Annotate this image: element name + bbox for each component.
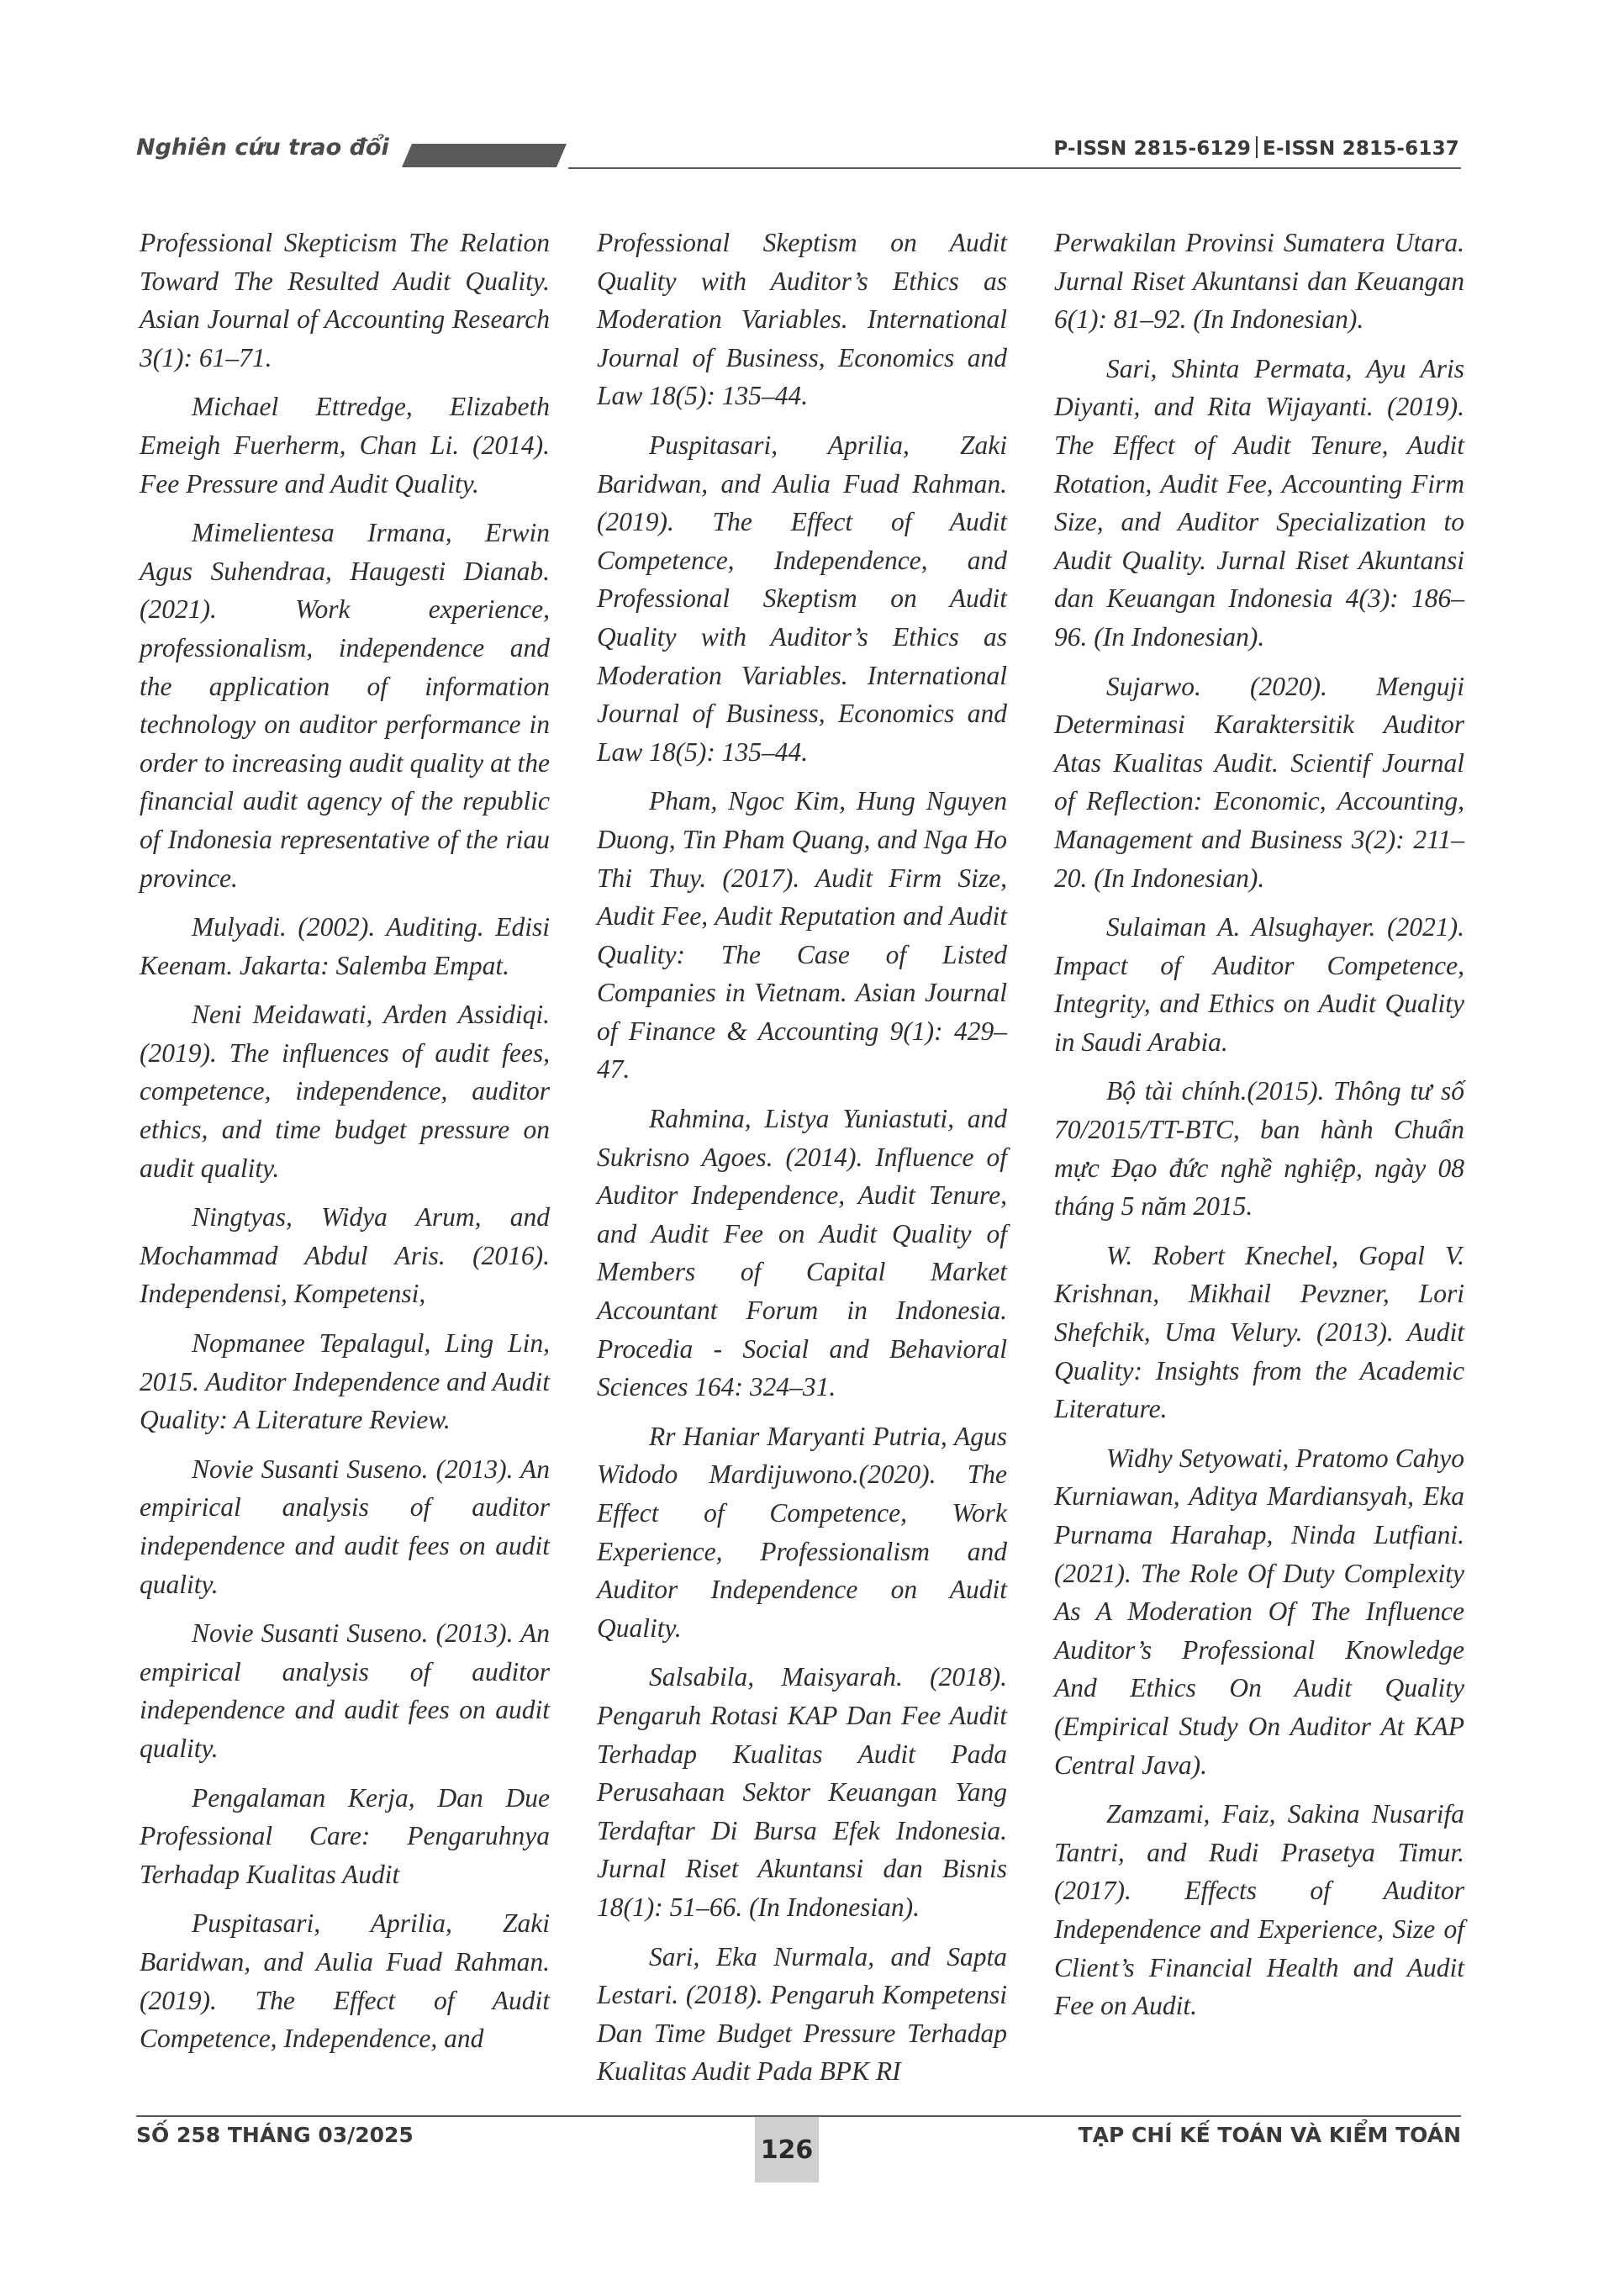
reference-entry: Professional Skeptism on Audit Quality with Auditor’s Ethics as Moderation Variables. International Journal of Business, Economics and Law 18(5): 135–44.	[597, 228, 1007, 411]
reference-entry: Sujarwo. (2020). Menguji Determinasi Karaktersitik Auditor Atas Kualitas Audit. Scientif Journal of Reflection: Economic, Accounting, Management and Business 3(2): 211–20. (In Indonesian).	[1054, 671, 1464, 893]
reference-entry: W. Robert Knechel, Gopal V. Krishnan, Mikhail Pevzner, Lori Shefchik, Uma Velury. (2013). Audit Quality: Insights from the Academic Literature.	[1054, 1240, 1464, 1424]
reference-column-2	[597, 224, 1007, 2102]
reference-entry: Ningtyas, Widya Arum, and Mochammad Abdul Aris. (2016). Independensi, Kompetensi,	[140, 1202, 550, 1309]
reference-column-3	[1054, 224, 1464, 2036]
reference-entry: Professional Skepticism The Relation Toward The Resulted Audit Quality. Asian Journal of Accounting Research 3(1): 61–71.	[140, 228, 550, 372]
reference-entry: Nopmanee Tepalagul, Ling Lin, 2015. Auditor Independence and Audit Quality: A Literature Review.	[140, 1328, 550, 1435]
reference-entry: Perwakilan Provinsi Sumatera Utara. Jurnal Riset Akuntansi dan Keuangan 6(1): 81–92. (In Indonesian).	[1054, 228, 1464, 335]
reference-entry: Widhy Setyowati, Pratomo Cahyo Kurniawan, Aditya Mardiansyah, Eka Purnama Harahap, Ninda Lutfiani. (2021). The Role Of Duty Complexity As A Moderation Of The Influence Auditor’s Professional Knowledge And Ethics On Audit Quality (Empirical Study On Auditor At KAP Central Java).	[1054, 1443, 1464, 1780]
header-rule	[568, 167, 1461, 169]
reference-entry: Mimelientesa Irmana, Erwin Agus Suhendraa, Haugesti Dianab. (2021). Work experience, professionalism, independence and the application of information technology on auditor performance in order to increasing audit quality at the financial audit agency of the republic of Indonesia representative of the riau province.	[140, 518, 550, 893]
reference-entry: Mulyadi. (2002). Auditing. Edisi Keenam. Jakarta: Salemba Empat.	[140, 912, 550, 980]
issn-separator	[1256, 136, 1258, 158]
issn-print: P-ISSN 2815-6129	[1053, 138, 1252, 160]
reference-entry: Pengalaman Kerja, Dan Due Professional Care: Pengaruhnya Terhadap Kualitas Audit	[140, 1782, 550, 1889]
page-number: 126	[755, 2117, 819, 2183]
reference-column-1	[140, 224, 550, 2069]
reference-entry: Novie Susanti Suseno. (2013). An empirical analysis of auditor independence and audit fees on audit quality.	[140, 1454, 550, 1599]
reference-entry: Novie Susanti Suseno. (2013). An empirical analysis of auditor independence and audit fees on audit quality.	[140, 1618, 550, 1763]
reference-entry: Rr Haniar Maryanti Putria, Agus Widodo Mardijuwono.(2020). The Effect of Competence, Work Experience, Professionalism and Auditor Independence on Audit Quality.	[597, 1421, 1007, 1643]
header-decoration-bar	[402, 144, 567, 167]
reference-entry: Sulaiman A. Alsughayer. (2021). Impact of Auditor Competence, Integrity, and Ethics on Audit Quality in Saudi Arabia.	[1054, 912, 1464, 1057]
section-title: Nghiên cứu trao đổi	[136, 135, 389, 161]
reference-entry: Sari, Eka Nurmala, and Sapta Lestari. (2018). Pengaruh Kompetensi Dan Time Budget Pressure Terhadap Kualitas Audit Pada BPK RI	[597, 1941, 1007, 2087]
reference-entry: Bộ tài chính.(2015). Thông tư số 70/2015/TT-BTC, ban hành Chuẩn mực Đạo đức nghề nghiệp, ngày 08 tháng 5 năm 2015.	[1054, 1076, 1464, 1222]
reference-entry: Sari, Shinta Permata, Ayu Aris Diyanti, and Rita Wijayanti. (2019). The Effect of Audit Tenure, Audit Rotation, Audit Fee, Accounting Firm Size, and Auditor Specialization to Audit Quality. Jurnal Riset Akuntansi dan Keuangan Indonesia 4(3): 186–96. (In Indonesian).	[1054, 353, 1464, 652]
issue-label: SỐ 258 THÁNG 03/2025	[136, 2123, 414, 2147]
reference-entry: Puspitasari, Aprilia, Zaki Baridwan, and Aulia Fuad Rahman. (2019). The Effect of Audit Competence, Independence, and	[140, 1908, 550, 2054]
issn-info	[1053, 136, 1459, 160]
reference-entry: Neni Meidawati, Arden Assidiqi. (2019). The influences of audit fees, competence, independence, auditor ethics, and time budget pressure on audit quality.	[140, 1000, 550, 1183]
reference-entry: Salsabila, Maisyarah. (2018). Pengaruh Rotasi KAP Dan Fee Audit Terhadap Kualitas Audit Pada Perusahaan Sektor Keuangan Yang Terdaftar Di Bursa Efek Indonesia. Jurnal Riset Akuntansi dan Bisnis 18(1): 51–66. (In Indonesian).	[597, 1662, 1007, 1922]
reference-entry: Rahmina, Listya Yuniastuti, and Sukrisno Agoes. (2014). Influence of Auditor Independence, Audit Tenure, and Audit Fee on Audit Quality of Members of Capital Market Accountant Forum in Indonesia. Procedia - Social and Behavioral Sciences 164: 324–31.	[597, 1104, 1007, 1402]
reference-entry: Pham, Ngoc Kim, Hung Nguyen Duong, Tin Pham Quang, and Nga Ho Thi Thuy. (2017). Audit Firm Size, Audit Fee, Audit Reputation and Audit Quality: The Case of Listed Companies in Vietnam. Asian Journal of Finance & Accounting 9(1): 429–47.	[597, 786, 1007, 1085]
reference-entry: Zamzami, Faiz, Sakina Nusarifa Tantri, and Rudi Prasetya Timur. (2017). Effects of Auditor Independence and Experience, Size of Client’s Financial Health and Audit Fee on Audit.	[1054, 1799, 1464, 2021]
reference-entry: Puspitasari, Aprilia, Zaki Baridwan, and Aulia Fuad Rahman. (2019). The Effect of Audit Competence, Independence, and Professional Skeptism on Audit Quality with Auditor’s Ethics as Moderation Variables. International Journal of Business, Economics and Law 18(5): 135–44.	[597, 430, 1007, 767]
journal-name: TẠP CHÍ KẾ TOÁN VÀ KIỂM TOÁN	[1078, 2123, 1461, 2147]
issn-electronic: E-ISSN 2815-6137	[1263, 138, 1459, 160]
reference-entry: Michael Ettredge, Elizabeth Emeigh Fuerherm, Chan Li. (2014). Fee Pressure and Audit Quality.	[140, 392, 550, 499]
